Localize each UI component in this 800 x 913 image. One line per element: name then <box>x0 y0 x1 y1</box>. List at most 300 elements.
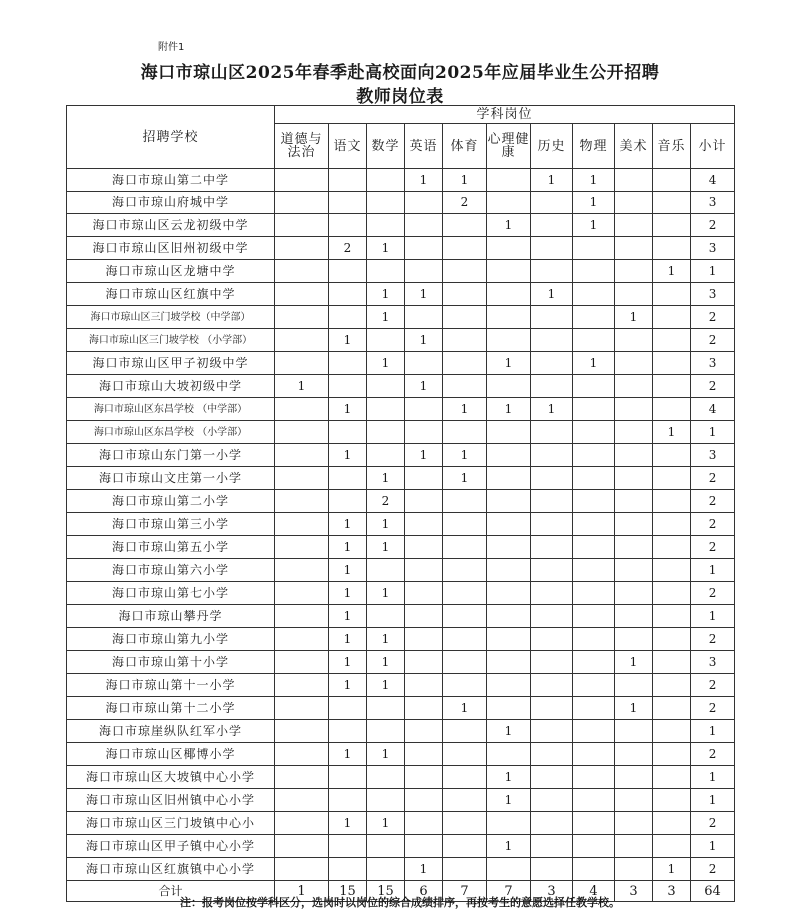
table-row <box>67 260 735 283</box>
table-cell: 1 <box>367 743 405 766</box>
school-name: 海口市琼山区云龙初级中学 <box>67 214 275 237</box>
table-cell: 1 <box>443 697 487 720</box>
table-cell: 1 <box>329 812 367 835</box>
table-cell <box>531 329 573 352</box>
table-cell: 2 <box>691 858 735 881</box>
table-cell: 1 <box>367 352 405 375</box>
table-cell <box>275 237 329 260</box>
table-cell <box>653 605 691 628</box>
table-cell: 1 <box>329 559 367 582</box>
table-cell: 1 <box>653 260 691 283</box>
table-cell <box>367 766 405 789</box>
table-cell <box>653 697 691 720</box>
table-cell <box>367 169 405 192</box>
school-name: 海口市琼山第三小学 <box>67 513 275 536</box>
header-school: 招聘学校 <box>67 106 275 169</box>
table-cell <box>275 283 329 306</box>
table-cell <box>487 490 531 513</box>
table-cell <box>443 490 487 513</box>
table-cell <box>487 192 531 214</box>
table-cell: 3 <box>691 283 735 306</box>
table-cell <box>653 559 691 582</box>
table-cell <box>487 697 531 720</box>
table-cell <box>443 375 487 398</box>
table-cell: 3 <box>691 444 735 467</box>
header-subject: 美术 <box>615 124 653 169</box>
table-cell: 1 <box>329 444 367 467</box>
table-row <box>67 651 735 674</box>
total-cell: 15 <box>367 881 405 902</box>
table-cell: 1 <box>653 421 691 444</box>
table-cell: 2 <box>443 192 487 214</box>
table-cell <box>275 398 329 421</box>
table-cell <box>367 375 405 398</box>
table-cell <box>367 444 405 467</box>
total-cell: 6 <box>405 881 443 902</box>
table-cell: 1 <box>487 835 531 858</box>
total-cell: 3 <box>615 881 653 902</box>
table-cell <box>275 582 329 605</box>
table-cell <box>405 720 443 743</box>
table-row <box>67 812 735 835</box>
table-row <box>67 375 735 398</box>
footnote: 注：报考岗位按学科区分，选岗时以岗位的综合成绩排序，再按考生的意愿选择任教学校。 <box>180 896 620 909</box>
table-cell: 2 <box>691 812 735 835</box>
table-cell <box>573 421 615 444</box>
school-name: 海口市琼山第五小学 <box>67 536 275 559</box>
table-cell <box>329 214 367 237</box>
table-cell: 1 <box>405 329 443 352</box>
table-cell <box>443 536 487 559</box>
table-row <box>67 605 735 628</box>
table-cell: 1 <box>615 651 653 674</box>
table-cell <box>653 169 691 192</box>
table-cell <box>615 192 653 214</box>
header-subject: 英语 <box>405 124 443 169</box>
table-cell <box>405 766 443 789</box>
table-row <box>67 743 735 766</box>
school-name: 海口市琼山大坡初级中学 <box>67 375 275 398</box>
table-cell: 1 <box>405 169 443 192</box>
table-cell <box>487 375 531 398</box>
table-cell: 1 <box>691 720 735 743</box>
table-cell <box>531 559 573 582</box>
table-cell <box>275 674 329 697</box>
table-cell <box>405 628 443 651</box>
table-cell <box>405 582 443 605</box>
table-cell <box>487 467 531 490</box>
table-cell <box>367 720 405 743</box>
table-cell: 3 <box>691 352 735 375</box>
table-cell <box>615 720 653 743</box>
table-cell: 1 <box>329 651 367 674</box>
table-cell <box>615 237 653 260</box>
table-cell: 1 <box>367 467 405 490</box>
table-cell <box>443 720 487 743</box>
table-cell <box>573 260 615 283</box>
table-cell <box>653 651 691 674</box>
table-cell <box>487 421 531 444</box>
table-cell <box>443 214 487 237</box>
table-cell: 1 <box>405 375 443 398</box>
table-cell <box>653 192 691 214</box>
table-cell: 1 <box>615 306 653 329</box>
table-cell <box>615 283 653 306</box>
table-cell: 1 <box>653 858 691 881</box>
school-name: 海口市琼崖纵队红军小学 <box>67 720 275 743</box>
table-cell <box>329 490 367 513</box>
table-cell <box>405 605 443 628</box>
table-cell: 2 <box>329 237 367 260</box>
table-cell <box>275 812 329 835</box>
table-cell <box>573 444 615 467</box>
table-cell <box>443 260 487 283</box>
table-cell <box>615 375 653 398</box>
school-name: 海口市琼山区椰博小学 <box>67 743 275 766</box>
table-cell <box>531 651 573 674</box>
table-cell <box>573 513 615 536</box>
school-name: 海口市琼山第二小学 <box>67 490 275 513</box>
table-cell: 1 <box>691 559 735 582</box>
table-row <box>67 398 735 421</box>
table-cell <box>405 490 443 513</box>
school-name: 海口市琼山东门第一小学 <box>67 444 275 467</box>
table-cell: 2 <box>691 375 735 398</box>
table-cell <box>275 559 329 582</box>
table-cell <box>367 398 405 421</box>
table-cell <box>405 214 443 237</box>
school-name: 海口市琼山区甲子镇中心小学 <box>67 835 275 858</box>
table-cell <box>653 766 691 789</box>
table-cell <box>573 720 615 743</box>
table-row <box>67 283 735 306</box>
table-cell: 1 <box>405 858 443 881</box>
table-cell <box>487 674 531 697</box>
table-cell <box>275 835 329 858</box>
table-cell: 1 <box>329 605 367 628</box>
table-cell <box>653 720 691 743</box>
table-cell <box>443 651 487 674</box>
table-cell <box>531 467 573 490</box>
table-cell <box>531 628 573 651</box>
table-cell <box>367 789 405 812</box>
table-cell <box>487 513 531 536</box>
table-cell: 1 <box>487 398 531 421</box>
table-cell: 1 <box>443 169 487 192</box>
table-cell <box>653 628 691 651</box>
table-row <box>67 169 735 192</box>
header-subject: 历史 <box>531 124 573 169</box>
table-cell <box>573 605 615 628</box>
table-cell <box>531 812 573 835</box>
table-cell <box>573 858 615 881</box>
table-cell <box>615 513 653 536</box>
table-cell <box>573 628 615 651</box>
table-cell <box>443 559 487 582</box>
table-cell <box>573 697 615 720</box>
total-cell: 4 <box>573 881 615 902</box>
table-cell <box>275 444 329 467</box>
table-cell <box>653 536 691 559</box>
table-cell <box>653 674 691 697</box>
table-row <box>67 513 735 536</box>
header-subject: 体育 <box>443 124 487 169</box>
table-cell <box>573 536 615 559</box>
table-cell <box>329 192 367 214</box>
table-cell <box>653 283 691 306</box>
table-cell <box>405 674 443 697</box>
school-name: 海口市琼山区大坡镇中心小学 <box>67 766 275 789</box>
table-cell <box>367 329 405 352</box>
total-cell: 1 <box>275 881 329 902</box>
table-cell: 1 <box>487 720 531 743</box>
table-cell <box>573 743 615 766</box>
table-cell <box>531 766 573 789</box>
table-cell <box>653 352 691 375</box>
table-cell <box>615 674 653 697</box>
table-cell <box>653 835 691 858</box>
table-cell <box>275 697 329 720</box>
table-row <box>67 559 735 582</box>
table-cell <box>443 789 487 812</box>
table-cell <box>573 812 615 835</box>
table-cell: 1 <box>573 352 615 375</box>
table-cell <box>487 536 531 559</box>
header-subject: 音乐 <box>653 124 691 169</box>
table-cell <box>443 812 487 835</box>
table-cell <box>653 490 691 513</box>
table-cell <box>615 536 653 559</box>
table-cell: 1 <box>443 444 487 467</box>
table-cell <box>653 789 691 812</box>
table-cell <box>405 743 443 766</box>
table-row <box>67 444 735 467</box>
table-cell: 1 <box>329 674 367 697</box>
table-row <box>67 467 735 490</box>
school-name: 海口市琼山区红旗镇中心小学 <box>67 858 275 881</box>
table-cell: 2 <box>691 214 735 237</box>
table-cell <box>653 467 691 490</box>
table-row <box>67 536 735 559</box>
school-name: 海口市琼山府城中学 <box>67 192 275 214</box>
table-cell: 1 <box>329 513 367 536</box>
table-cell: 1 <box>691 260 735 283</box>
table-cell <box>405 812 443 835</box>
table-cell <box>443 352 487 375</box>
header-subject: 小计 <box>691 124 735 169</box>
table-cell: 1 <box>573 169 615 192</box>
table-cell <box>615 260 653 283</box>
table-cell: 1 <box>443 398 487 421</box>
table-cell <box>653 582 691 605</box>
table-cell <box>615 812 653 835</box>
table-cell <box>329 352 367 375</box>
school-name: 海口市琼山区三门坡镇中心小 <box>67 812 275 835</box>
table-cell <box>615 490 653 513</box>
table-cell <box>573 766 615 789</box>
table-cell <box>487 306 531 329</box>
table-cell: 1 <box>275 375 329 398</box>
table-cell <box>487 605 531 628</box>
school-name: 海口市琼山区三门坡学校（中学部） <box>67 306 275 329</box>
table-cell <box>443 329 487 352</box>
school-name: 海口市琼山文庄第一小学 <box>67 467 275 490</box>
table-cell <box>405 697 443 720</box>
table-cell <box>531 490 573 513</box>
table-cell: 2 <box>691 674 735 697</box>
table-cell <box>615 743 653 766</box>
table-row <box>67 352 735 375</box>
table-cell <box>405 559 443 582</box>
table-cell <box>615 582 653 605</box>
table-cell <box>653 513 691 536</box>
table-cell <box>531 720 573 743</box>
total-cell: 7 <box>487 881 531 902</box>
total-cell: 7 <box>443 881 487 902</box>
table-cell <box>275 651 329 674</box>
table-cell: 1 <box>367 513 405 536</box>
school-name: 海口市琼山区旧州镇中心小学 <box>67 789 275 812</box>
table-row <box>67 789 735 812</box>
table-cell <box>275 169 329 192</box>
table-cell <box>573 582 615 605</box>
table-cell: 2 <box>691 467 735 490</box>
table-cell <box>275 467 329 490</box>
table-cell: 1 <box>573 214 615 237</box>
total-cell: 15 <box>329 881 367 902</box>
table-cell <box>615 444 653 467</box>
table-cell <box>443 858 487 881</box>
table-cell <box>531 421 573 444</box>
table-cell: 1 <box>487 789 531 812</box>
table-cell <box>443 766 487 789</box>
recruitment-table <box>66 105 735 902</box>
table-cell: 2 <box>367 490 405 513</box>
table-cell <box>275 513 329 536</box>
school-name: 海口市琼山第十二小学 <box>67 697 275 720</box>
table-cell: 1 <box>367 536 405 559</box>
table-cell <box>275 743 329 766</box>
table-cell <box>653 306 691 329</box>
total-cell: 64 <box>691 881 735 902</box>
table-cell <box>405 651 443 674</box>
table-cell <box>405 467 443 490</box>
table-cell <box>615 398 653 421</box>
table-cell <box>443 283 487 306</box>
table-cell: 1 <box>367 651 405 674</box>
header-subject: 道德与法治 <box>275 124 329 169</box>
table-cell <box>275 352 329 375</box>
table-cell <box>653 398 691 421</box>
table-cell <box>531 237 573 260</box>
table-cell <box>615 628 653 651</box>
table-cell <box>615 835 653 858</box>
table-cell: 1 <box>367 237 405 260</box>
table-cell <box>367 260 405 283</box>
table-cell <box>487 559 531 582</box>
table-cell <box>405 260 443 283</box>
table-cell: 1 <box>531 169 573 192</box>
table-cell <box>653 237 691 260</box>
table-cell <box>615 467 653 490</box>
table-cell <box>487 329 531 352</box>
table-cell: 1 <box>367 582 405 605</box>
table-cell: 1 <box>329 398 367 421</box>
table-cell <box>443 582 487 605</box>
table-cell: 1 <box>367 306 405 329</box>
table-cell: 2 <box>691 306 735 329</box>
table-cell: 1 <box>329 329 367 352</box>
table-cell: 1 <box>443 467 487 490</box>
table-cell <box>653 214 691 237</box>
table-cell: 3 <box>691 651 735 674</box>
table-cell <box>487 283 531 306</box>
table-row <box>67 835 735 858</box>
school-name: 海口市琼山区三门坡学校 （小学部） <box>67 329 275 352</box>
total-label: 合计 <box>67 881 275 902</box>
table-cell <box>573 651 615 674</box>
table-cell <box>367 605 405 628</box>
table-cell <box>275 192 329 214</box>
table-cell: 2 <box>691 329 735 352</box>
table-cell <box>531 789 573 812</box>
table-cell <box>329 467 367 490</box>
table-cell <box>443 605 487 628</box>
table-cell <box>487 858 531 881</box>
table-row <box>67 858 735 881</box>
table-cell <box>275 720 329 743</box>
table-cell <box>275 214 329 237</box>
table-cell: 1 <box>487 766 531 789</box>
table-cell <box>615 766 653 789</box>
school-name: 海口市琼山第十小学 <box>67 651 275 674</box>
table-cell: 1 <box>329 628 367 651</box>
table-cell <box>487 582 531 605</box>
header-subject: 物理 <box>573 124 615 169</box>
table-cell: 4 <box>691 398 735 421</box>
table-cell <box>367 858 405 881</box>
table-cell <box>531 743 573 766</box>
table-cell <box>573 835 615 858</box>
table-cell: 1 <box>367 283 405 306</box>
table-cell <box>329 375 367 398</box>
table-cell: 1 <box>691 421 735 444</box>
table-cell <box>573 467 615 490</box>
table-cell <box>573 559 615 582</box>
table-cell <box>573 789 615 812</box>
table-cell: 1 <box>691 789 735 812</box>
table-cell: 4 <box>691 169 735 192</box>
table-cell <box>367 421 405 444</box>
table-cell <box>653 743 691 766</box>
table-row <box>67 329 735 352</box>
table-cell <box>367 697 405 720</box>
table-cell: 2 <box>691 536 735 559</box>
table-cell: 1 <box>531 398 573 421</box>
table-cell <box>329 835 367 858</box>
table-cell <box>443 306 487 329</box>
school-name: 海口市琼山第九小学 <box>67 628 275 651</box>
table-cell <box>531 352 573 375</box>
header-subject: 语文 <box>329 124 367 169</box>
table-cell <box>487 444 531 467</box>
table-cell <box>653 329 691 352</box>
school-name: 海口市琼山第七小学 <box>67 582 275 605</box>
table-cell: 1 <box>329 536 367 559</box>
header-subject-group: 学科岗位 <box>275 106 735 124</box>
table-cell: 1 <box>329 743 367 766</box>
table-cell: 1 <box>531 283 573 306</box>
